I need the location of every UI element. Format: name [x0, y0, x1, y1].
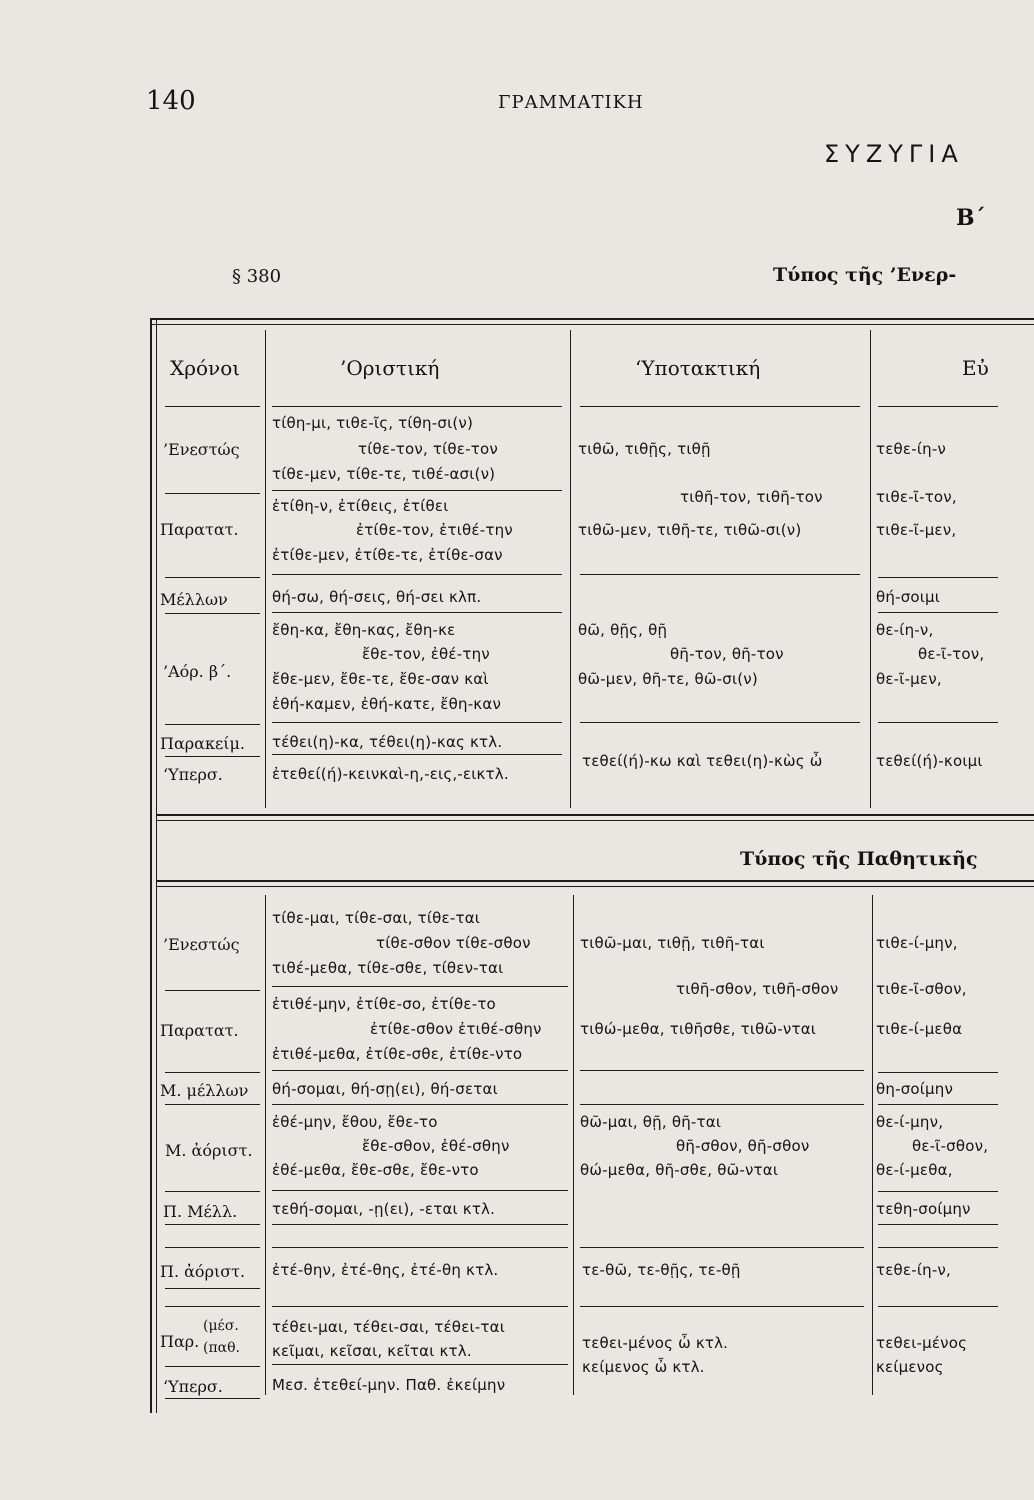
tense-label-p-future-passive: Π. Μέλλ. — [163, 1202, 238, 1221]
passive-imperfect-ind-3: ἐτιθέ-μεθα, ἐτίθε-σθε, ἐτίθε-ντο — [272, 1045, 523, 1063]
rule — [272, 722, 562, 723]
tense-label-perfect: Παρακείμ. — [160, 734, 246, 753]
passive-perfect-opt-2: κείμενος — [876, 1358, 944, 1376]
active-aorist-ind-2: ἔθε-τον, ἐθέ-την — [362, 645, 490, 663]
section-number: § 380 — [232, 266, 282, 287]
passive-present-ind-2: τίθε-σθον τίθε-σθον — [376, 934, 531, 952]
page-number: 140 — [146, 86, 196, 116]
rule — [272, 574, 562, 575]
active-imperfect-ind-2: ἐτίθε-τον, ἐτιθέ-την — [356, 521, 513, 539]
active-aorist-sub-1: θῶ, θῇς, θῇ — [578, 621, 668, 639]
table-left-border — [150, 318, 152, 1413]
passive-aorist-middle-ind-2: ἔθε-σθον, ἐθέ-σθην — [362, 1137, 510, 1155]
active-aorist-ind-4: ἐθή-καμεν, ἐθή-κατε, ἔθη-καν — [272, 695, 502, 713]
passive-aorist-middle-opt-3: θε-ί-μεθα, — [876, 1161, 953, 1179]
tense-label-p-future-middle: Μ. μέλλων — [160, 1081, 249, 1100]
passive-present-ind-3: τιθέ-μεθα, τίθε-σθε, τίθεν-ται — [272, 959, 504, 977]
active-imperfect-ind-3: ἐτίθε-μεν, ἐτίθε-τε, ἐτίθε-σαν — [272, 546, 503, 564]
col-sep-p1 — [265, 895, 266, 1395]
rule — [165, 1224, 260, 1225]
section-divider — [156, 814, 1034, 816]
rule — [272, 1190, 568, 1191]
rule — [165, 1247, 260, 1248]
rule — [580, 574, 860, 575]
passive-future-middle-opt-1: θη-σοίμην — [876, 1080, 954, 1098]
passive-present-sub-2: τιθῆ-σθον, τιθῆ-σθον — [676, 980, 839, 998]
rule — [272, 406, 562, 407]
tense-label-imperfect: Παρατατ. — [160, 520, 239, 539]
col-sep-p2 — [573, 895, 574, 1395]
passive-aorist-middle-sub-1: θῶ-μαι, θῇ, θῆ-ται — [580, 1113, 722, 1131]
col-sep-1 — [265, 330, 266, 808]
passive-aorist-middle-ind-3: ἐθέ-μεθα, ἔθε-σθε, ἔθε-ντο — [272, 1161, 479, 1179]
col-head-tenses: Χρόνοι — [170, 356, 241, 380]
rule — [878, 1191, 998, 1192]
passive-aorist-passive-opt-1: τεθε-ίη-ν, — [876, 1261, 951, 1279]
passive-imperfect-opt-1: τιθε-ί-μεθα — [876, 1020, 963, 1038]
rule — [272, 1306, 568, 1307]
passive-perfect-ind-1: τέθει-μαι, τέθει-σαι, τέθει-ται — [272, 1318, 505, 1336]
passive-perfect-sub-2: κείμενος ὦ κτλ. — [582, 1358, 705, 1376]
rule — [165, 990, 260, 991]
passive-present-opt-2: τιθε-ῖ-σθον, — [876, 980, 967, 998]
rule — [272, 1070, 568, 1071]
passive-type-title: Τύπος τῆς Παθητικῆς — [740, 848, 978, 870]
passive-pluperfect-ind-1: Μεσ. ἐτεθεί-μην. Παθ. ἐκείμην — [272, 1376, 506, 1394]
active-present-opt-2: τιθε-ῖ-τον, — [876, 488, 957, 506]
rule — [165, 756, 260, 757]
rule — [272, 612, 562, 613]
active-present-sub-2: τιθῆ-τον, τιθῆ-τον — [680, 488, 823, 506]
rule — [165, 577, 260, 578]
active-aorist-opt-3: θε-ῖ-μεν, — [876, 670, 942, 688]
tense-label-pluperfect: ‘Υπερσ. — [163, 765, 223, 784]
active-type-title: Τύπος τῆς ’Ενερ- — [773, 264, 957, 286]
rule — [878, 612, 998, 613]
tense-label-p-imperfect: Παρατατ. — [160, 1021, 239, 1040]
tense-label-p-present: ’Ενεστώς — [163, 935, 240, 954]
passive-aorist-middle-sub-2: θῆ-σθον, θῆ-σθον — [676, 1137, 810, 1155]
passive-aorist-middle-sub-3: θώ-μεθα, θῆ-σθε, θῶ-νται — [580, 1161, 779, 1179]
tense-label-p-perfect-middle: (μέσ. — [203, 1318, 239, 1334]
rule — [878, 577, 998, 578]
rule — [272, 986, 568, 987]
rule — [165, 724, 260, 725]
rule — [165, 1288, 260, 1289]
active-imperfect-ind-1: ἐτίθη-ν, ἐτίθεις, ἐτίθει — [272, 497, 449, 515]
active-aorist-sub-2: θῆ-τον, θῆ-τον — [670, 645, 784, 663]
rule — [165, 406, 260, 407]
table-left-border-inner — [156, 318, 157, 1413]
rule — [272, 490, 562, 491]
rule — [272, 1104, 568, 1105]
rule — [878, 1224, 998, 1225]
rule — [580, 406, 860, 407]
rule — [165, 1191, 260, 1192]
rule — [878, 722, 998, 723]
rule — [580, 722, 860, 723]
table-top-rule-2 — [150, 324, 1034, 325]
passive-present-ind-1: τίθε-μαι, τίθε-σαι, τίθε-ται — [272, 909, 481, 927]
section-divider-2 — [156, 820, 1034, 821]
rule — [165, 1306, 260, 1307]
tense-label-present: ’Ενεστώς — [163, 440, 240, 459]
active-future-opt-1: θή-σοιμι — [876, 588, 941, 606]
passive-perfect-ind-2: κεῖμαι, κεῖσαι, κεῖται κτλ. — [272, 1342, 472, 1360]
running-header: ΓΡΑΜΜΑΤΙΚΗ — [498, 92, 644, 113]
rule — [580, 1306, 864, 1307]
tense-label-future: Μέλλων — [160, 590, 228, 609]
col-head-indicative: ’Οριστική — [340, 356, 440, 380]
rule — [878, 1072, 998, 1073]
col-head-optative: Εὐ — [962, 356, 989, 380]
active-present-ind-3: τίθε-μεν, τίθε-τε, τιθέ-ασι(ν) — [272, 465, 496, 483]
col-head-subjunctive: ‘Υποτακτική — [635, 356, 761, 380]
active-aorist-ind-3: ἔθε-μεν, ἔθε-τε, ἔθε-σαν καὶ — [272, 670, 489, 688]
passive-future-passive-opt-1: τεθη-σοίμην — [876, 1200, 971, 1218]
passive-perfect-opt-1: τεθει-μένος — [876, 1334, 968, 1352]
rule — [165, 1366, 260, 1367]
rule — [272, 754, 562, 755]
tense-label-p-aorist-passive: Π. ἀόριστ. — [160, 1262, 246, 1281]
active-aorist-opt-1: θε-ίη-ν, — [876, 621, 934, 639]
active-present-sub-1: τιθῶ, τιθῇς, τιθῇ — [578, 440, 711, 458]
active-present-opt-1: τεθε-ίη-ν — [876, 440, 947, 458]
rule — [165, 1398, 260, 1399]
passive-aorist-middle-ind-1: ἐθέ-μην, ἔθου, ἔθε-το — [272, 1113, 438, 1131]
passive-future-middle-ind-1: θή-σομαι, θή-σῃ(ει), θή-σεται — [272, 1080, 498, 1098]
rule — [272, 1364, 568, 1365]
tense-label-p-perfect: Παρ. — [160, 1332, 200, 1351]
active-present-ind-2: τίθε-τον, τίθε-τον — [358, 440, 498, 458]
active-pluperfect-ind-1: ἐτεθεί(ή)-κεινκαὶ-η,-εις,-εικτλ. — [272, 765, 509, 783]
rule — [878, 1247, 998, 1248]
table-top-rule — [150, 318, 1034, 320]
active-imperfect-sub-1: τιθῶ-μεν, τιθῆ-τε, τιθῶ-σι(ν) — [578, 521, 802, 539]
rule — [878, 1306, 998, 1307]
active-aorist-ind-1: ἔθη-κα, ἔθη-κας, ἔθη-κε — [272, 621, 456, 639]
active-pluperfect-opt-1: τεθεί(ή)-κοιμι — [876, 752, 983, 770]
rule — [272, 1247, 568, 1248]
active-perfect-ind-1: τέθει(η)-κα, τέθει(η)-κας κτλ. — [272, 733, 503, 751]
passive-future-passive-ind-1: τεθή-σομαι, -ῃ(ει), -εται κτλ. — [272, 1200, 496, 1218]
passive-imperfect-sub-1: τιθώ-μεθα, τιθῆσθε, τιθῶ-νται — [580, 1020, 817, 1038]
passive-top-rule — [156, 880, 1034, 882]
passive-perfect-sub-1: τεθει-μένος ὦ κτλ. — [582, 1334, 729, 1352]
tense-label-p-aorist-middle: Μ. ἀόριστ. — [165, 1141, 253, 1160]
active-future-ind-1: θή-σω, θή-σεις, θή-σει κλπ. — [272, 588, 482, 606]
tense-label-p-perfect-passive: (παθ. — [203, 1340, 240, 1356]
col-sep-3 — [870, 330, 871, 808]
active-pluperfect-sub-1: τεθεί(ή)-κω καὶ τεθει(η)-κὼς ὦ — [582, 752, 823, 770]
tense-label-p-pluperfect: ‘Υπερσ. — [163, 1377, 223, 1396]
rule — [272, 1224, 568, 1225]
passive-aorist-middle-opt-1: θε-ί-μην, — [876, 1113, 944, 1131]
conjugation-number: Β΄ — [956, 205, 986, 231]
col-sep-2 — [570, 330, 571, 808]
rule — [580, 1070, 864, 1071]
rule — [165, 1104, 260, 1105]
tense-label-aorist: ’Αόρ. β΄. — [163, 662, 232, 681]
passive-top-rule-2 — [156, 886, 1034, 887]
active-present-ind-1: τίθη-μι, τιθε-ῖς, τίθη-σι(ν) — [272, 414, 474, 432]
passive-imperfect-ind-1: ἐτιθέ-μην, ἐτίθε-σο, ἐτίθε-το — [272, 995, 496, 1013]
active-aorist-sub-3: θῶ-μεν, θῆ-τε, θῶ-σι(ν) — [578, 670, 758, 688]
rule — [165, 1072, 260, 1073]
active-aorist-opt-2: θε-ῖ-τον, — [918, 645, 985, 663]
rule — [165, 613, 260, 614]
conjugation-title: ΣΥΖΥΓΙΑ — [824, 140, 964, 168]
rule — [878, 1104, 998, 1105]
passive-imperfect-ind-2: ἐτίθε-σθον ἐτιθέ-σθην — [370, 1020, 542, 1038]
passive-aorist-passive-ind-1: ἐτέ-θην, ἐτέ-θης, ἐτέ-θη κτλ. — [272, 1261, 499, 1279]
col-sep-p3 — [872, 895, 873, 1395]
active-imperfect-opt-1: τιθε-ῖ-μεν, — [876, 521, 957, 539]
passive-present-opt-1: τιθε-ί-μην, — [876, 934, 958, 952]
passive-aorist-middle-opt-2: θε-ῖ-σθον, — [912, 1137, 989, 1155]
passive-aorist-passive-sub-1: τε-θῶ, τε-θῇς, τε-θῇ — [582, 1261, 741, 1279]
rule — [580, 1104, 864, 1105]
rule — [165, 493, 260, 494]
passive-present-sub-1: τιθῶ-μαι, τιθῇ, τιθῆ-ται — [580, 934, 765, 952]
rule — [580, 1247, 864, 1248]
rule — [878, 406, 998, 407]
